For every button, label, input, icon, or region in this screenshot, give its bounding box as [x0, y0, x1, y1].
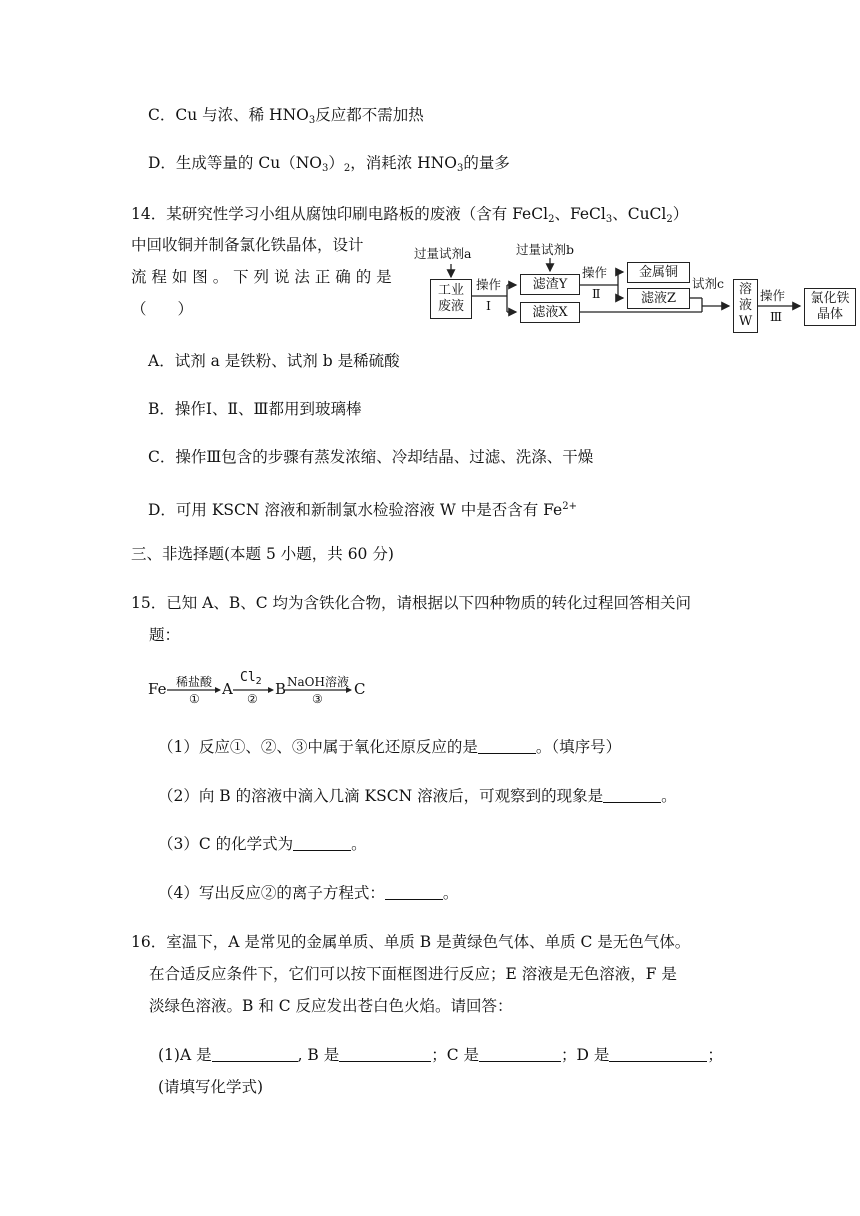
box-industrial-waste: 工业 废液 — [430, 279, 472, 319]
q14-stem-line1: 14．某研究性学习小组从腐蚀印刷电路板的废液（含有 FeCl$_2$、FeCl$_3$、CuCl$_2$） — [131, 205, 689, 225]
answer-blank[interactable] — [479, 1045, 561, 1062]
q15-part-3: （3）C 的化学式为 。 — [158, 835, 367, 853]
q14-option-b: B．操作Ⅰ、Ⅱ、Ⅲ都用到玻璃棒 — [148, 400, 362, 418]
reagent-b-label: 过量试剂b — [516, 242, 575, 257]
box-solution-w: 溶 液 W — [733, 279, 758, 333]
q16-stem-line1: 16．室温下，A 是常见的金属单质、单质 B 是黄绿色气体、单质 C 是无色气体。 — [131, 933, 691, 951]
answer-blank[interactable] — [609, 1045, 707, 1062]
q16-part-1: (1)A 是 , B 是 ；C 是 ；D 是 ； — [158, 1046, 723, 1064]
q15-stem-line2: 题： — [149, 626, 181, 644]
op2-numeral: Ⅱ — [592, 286, 601, 301]
op2-label: 操作 — [582, 265, 608, 280]
q15-part-2: （2）向 B 的溶液中滴入几滴 KSCN 溶液后，可观察到的现象是 。 — [158, 787, 677, 805]
scheme-reagent-2: $Cl_2$ — [240, 670, 262, 687]
reagent-a-label: 过量试剂a — [414, 246, 472, 261]
answer-blank[interactable] — [212, 1045, 298, 1062]
q16-stem-line2: 在合适反应条件下，它们可以按下面框图进行反应；E 溶液是无色溶液，F 是 — [149, 965, 677, 983]
op1-numeral: Ⅰ — [486, 298, 491, 313]
q15-part-1: （1）反应①、②、③中属于氧化还原反应的是 。（填序号） — [158, 738, 622, 756]
scheme-step-2: ② — [247, 692, 258, 706]
q14-option-d: D．可用 KSCN 溶液和新制氯水检验溶液 W 中是否含有 $Fe^{2+}$ — [148, 501, 577, 519]
op3-label: 操作 — [760, 288, 786, 303]
box-residue-y: 滤渣Y — [520, 274, 580, 295]
q14-answer-bracket: （ ） — [131, 300, 194, 318]
q13-option-c: C．Cu 与浓、稀 $HNO_3$反应都不需加热 — [148, 106, 424, 126]
q14-option-a: A．试剂 a 是铁粉、试剂 b 是稀硫酸 — [148, 352, 400, 370]
answer-blank[interactable] — [603, 786, 661, 803]
q14-option-c: C．操作Ⅲ包含的步骤有蒸发浓缩、冷却结晶、过滤、洗涤、干燥 — [148, 448, 594, 466]
answer-blank[interactable] — [339, 1045, 431, 1062]
q16-part-1-note: (请填写化学式) — [158, 1078, 264, 1096]
scheme-reagent-1: 稀盐酸 — [176, 675, 213, 689]
scheme-reagent-3: NaOH溶液 — [287, 675, 349, 689]
answer-blank[interactable] — [293, 834, 351, 851]
box-filtrate-z: 滤液Z — [627, 288, 690, 309]
box-ferric-chloride-crystal: 氯化铁 晶体 — [804, 288, 856, 326]
section-heading-nonchoice: 三、非选择题(本题 5 小题，共 60 分) — [131, 545, 394, 563]
scheme-b: B — [275, 680, 287, 698]
q14-stem-line3: 流 程 如 图 。 下 列 说 法 正 确 的 是 — [131, 268, 392, 286]
reagent-c-label: 试剂c — [692, 276, 725, 291]
q15-stem-line1: 15．已知 A、B、C 均为含铁化合物，请根据以下四种物质的转化过程回答相关问 — [131, 594, 692, 612]
q14-stem-line2: 中回收铜并制备氯化铁晶体，设计 — [131, 236, 364, 254]
scheme-step-1: ① — [189, 692, 200, 706]
answer-blank[interactable] — [478, 737, 536, 754]
q13-option-d: D．生成等量的 $Cu(NO_3)_2$，消耗浓 $HNO_3$的量多 — [148, 154, 510, 174]
scheme-step-3: ③ — [312, 692, 323, 706]
answer-blank[interactable] — [385, 883, 443, 900]
box-filtrate-x: 滤液X — [520, 302, 580, 323]
op1-label: 操作 — [476, 277, 502, 292]
op3-numeral: Ⅲ — [770, 309, 783, 324]
box-metal-copper: 金属铜 — [627, 262, 690, 283]
scheme-c: C — [354, 680, 366, 698]
scheme-fe: Fe — [148, 680, 167, 698]
q15-part-4: （4）写出反应②的离子方程式： 。 — [158, 884, 459, 902]
q16-stem-line3: 淡绿色溶液。B 和 C 反应发出苍白色火焰。请回答： — [149, 997, 513, 1015]
scheme-a: A — [222, 680, 233, 698]
